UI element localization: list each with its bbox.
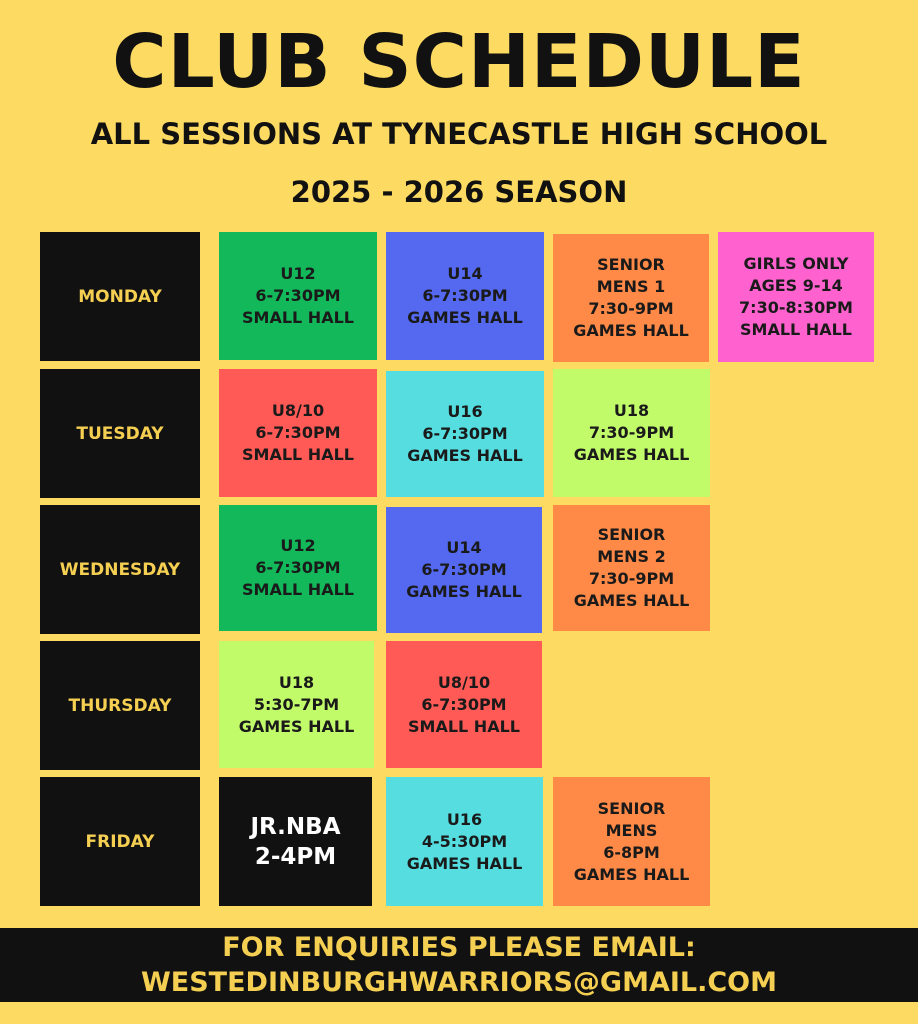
day-label-wednesday: WEDNESDAY — [40, 505, 200, 634]
session-thursday-u18: U18 5:30-7PM GAMES HALL — [219, 641, 374, 768]
session-tuesday-u18: U18 7:30-9PM GAMES HALL — [553, 369, 710, 497]
enquiries-footer — [0, 928, 918, 1002]
session-monday-senior-mens-1: SENIOR MENS 1 7:30-9PM GAMES HALL — [553, 234, 709, 362]
enquiries-label: FOR ENQUIRIES PLEASE EMAIL: — [222, 932, 696, 963]
session-tuesday-u8-10: U8/10 6-7:30PM SMALL HALL — [219, 369, 377, 497]
day-label-thursday: THURSDAY — [40, 641, 200, 770]
day-label-monday: MONDAY — [40, 232, 200, 361]
page-title: CLUB SCHEDULE — [112, 19, 806, 105]
session-monday-girls-only: GIRLS ONLY AGES 9-14 7:30-8:30PM SMALL HALL — [718, 232, 874, 362]
contact-email: WESTEDINBURGHWARRIORS@GMAIL.COM — [141, 967, 777, 998]
venue-subtitle: ALL SESSIONS AT TYNECASTLE HIGH SCHOOL — [90, 117, 828, 151]
session-wednesday-u12: U12 6-7:30PM SMALL HALL — [219, 505, 377, 631]
session-friday-jr-nba: JR.NBA 2-4PM — [219, 777, 372, 906]
session-tuesday-u16: U16 6-7:30PM GAMES HALL — [386, 371, 544, 497]
session-friday-senior-mens: SENIOR MENS 6-8PM GAMES HALL — [553, 777, 710, 906]
season-heading: 2025 - 2026 SEASON — [290, 175, 628, 209]
session-wednesday-senior-mens-2: SENIOR MENS 2 7:30-9PM GAMES HALL — [553, 505, 710, 631]
session-thursday-u8-10: U8/10 6-7:30PM SMALL HALL — [386, 641, 542, 768]
session-monday-u14: U14 6-7:30PM GAMES HALL — [386, 232, 544, 360]
session-monday-u12: U12 6-7:30PM SMALL HALL — [219, 232, 377, 360]
day-label-tuesday: TUESDAY — [40, 369, 200, 498]
session-friday-u16: U16 4-5:30PM GAMES HALL — [386, 777, 543, 906]
day-label-friday: FRIDAY — [40, 777, 200, 906]
session-wednesday-u14: U14 6-7:30PM GAMES HALL — [386, 507, 542, 633]
